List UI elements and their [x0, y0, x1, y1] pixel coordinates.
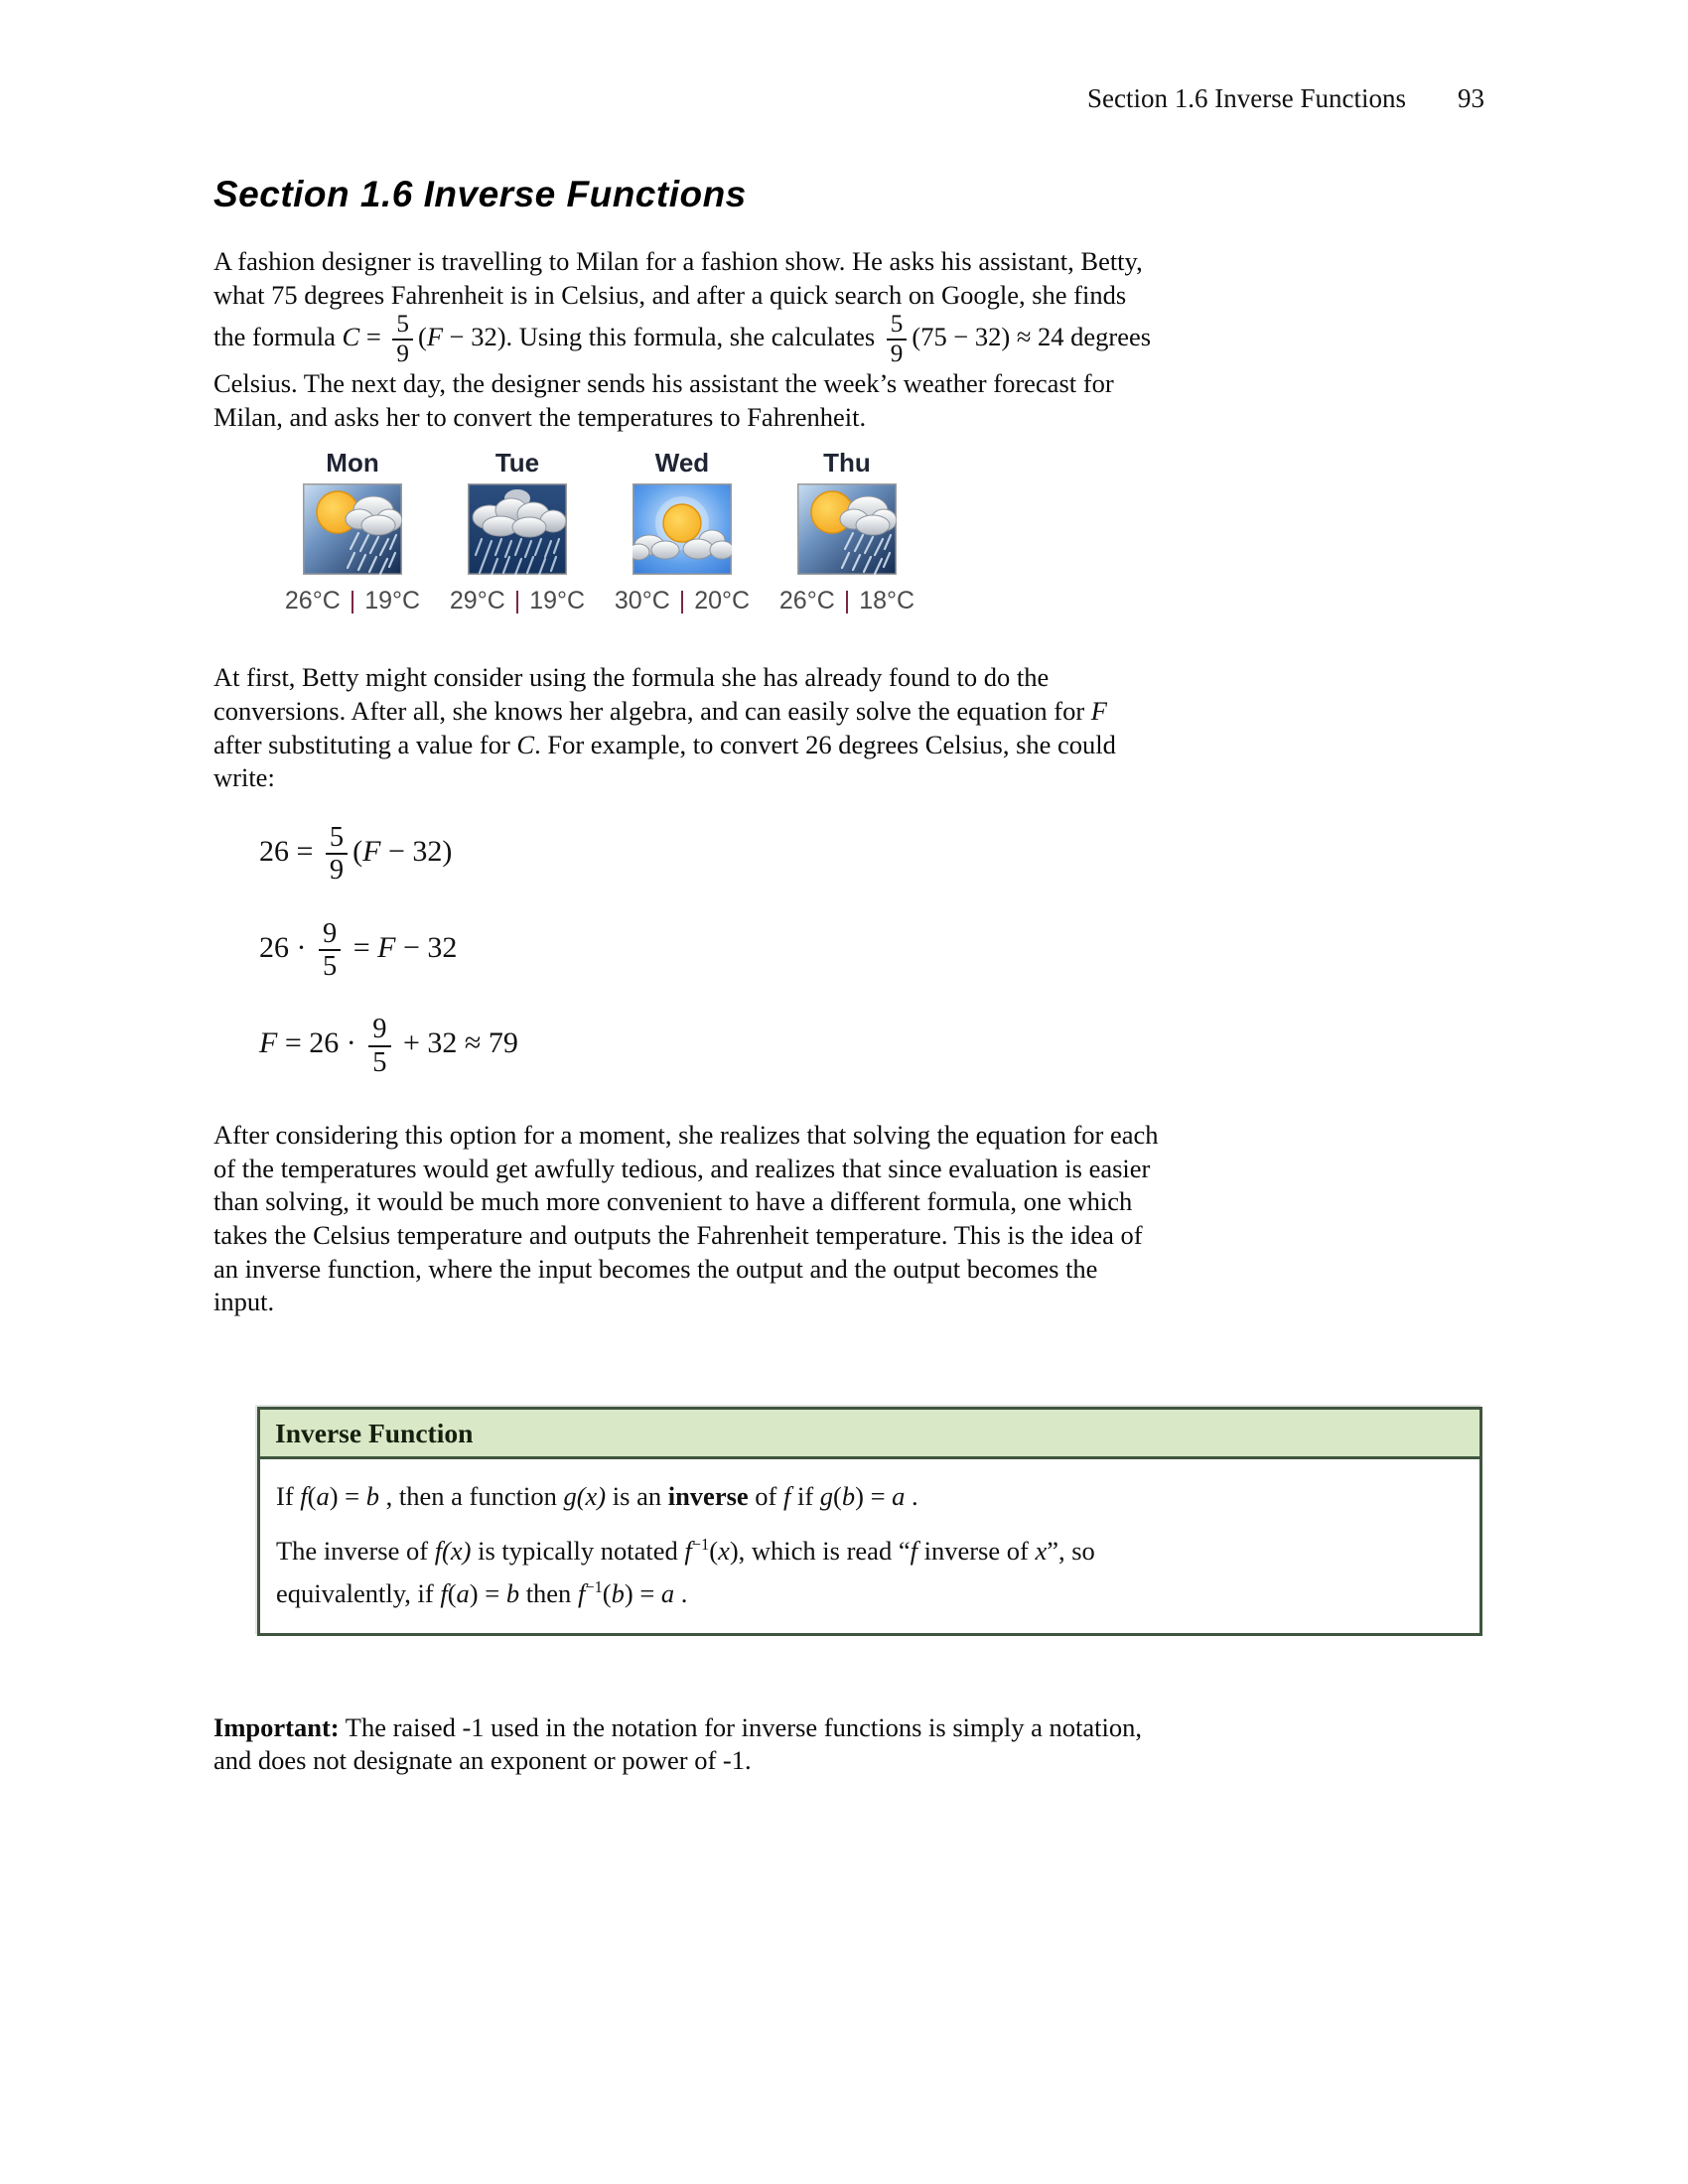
day-temperatures — [285, 587, 420, 615]
fraction: $\frac{9}{5}$ — [319, 919, 341, 982]
important-note: Important: The raised -1 used in the notation for inverse functions is simply a notation, and does not designate an exponent or power of -1. — [213, 1711, 1142, 1776]
fraction: $\frac{5}{9}$ — [326, 823, 348, 886]
section-title: Section 1.6 Inverse Functions — [213, 174, 747, 214]
fraction: $\frac{9}{5}$ — [368, 1015, 390, 1077]
consider-paragraph: At first, Betty might consider using the formula she has already found to do the conversions. After all, she knows her algebra, and can easily solve the equation for F after substituting a value for C. For example, to convert 26 degrees Celsius, she could write: — [213, 662, 1116, 793]
intro-paragraph: A fashion designer is travelling to Milan for a fashion show. He asks his assistant, Betty, what 75 degrees Fahrenheit is in Celsius, and after a quick search on Google, she finds the formula C = $\frac{5}{9}$ (F − 32). Using this formula, she calculates $\frac{5}{9}$ (75 − 32) ≈ 24 degrees Celsius. The next day, the designer sends his assistant the week’s weather forecast for Milan, and asks her to convert the temperatures to Fahrenheit. — [213, 246, 1152, 432]
high-temp: 26°C — [284, 587, 341, 615]
day-temperatures — [779, 587, 914, 615]
rain-clouds-icon — [468, 483, 567, 575]
fraction: $\frac{5}{9}$ — [887, 312, 908, 367]
temp-separator: | — [678, 587, 686, 615]
temp-separator: | — [843, 587, 851, 615]
day-label: Tue — [494, 448, 540, 478]
running-header — [213, 83, 1484, 114]
low-temp: 18°C — [859, 587, 915, 615]
definition-line-1: If f(a) = b , then a function g(x) is an inverse of f if g(b) = a . — [276, 1480, 918, 1511]
weather-day-thu — [772, 448, 922, 615]
high-temp: 26°C — [778, 587, 835, 615]
sun-behind-cloud-rain-icon — [303, 483, 402, 575]
weather-forecast — [277, 448, 1484, 615]
tedious-paragraph: After considering this option for a moment, she realizes that solving the equation for each of the temperatures would get awfully tedious, and realizes that since evaluation is easier than solving, it would be much more convenient to have a different formula, one which takes the Celsius temperature and outputs the Fahrenheit temperature. This is the idea of an inverse function, where the input becomes the output and the output becomes the input. — [213, 1120, 1159, 1317]
equation-3: F = 26 · $\frac{9}{5}$ + 32 ≈ 79 — [259, 1014, 518, 1078]
equation-1: 26 = $\frac{5}{9}$ (F − 32) — [259, 821, 453, 887]
temp-separator: | — [349, 587, 356, 615]
inverse-function-definition-box — [257, 1407, 1482, 1636]
page-number: 93 — [1458, 83, 1484, 113]
day-temperatures — [450, 587, 585, 615]
day-label: Thu — [823, 448, 871, 478]
temp-separator: | — [513, 587, 521, 615]
sun-behind-cloud-rain-icon — [797, 483, 897, 575]
day-label: Wed — [654, 448, 710, 478]
low-temp: 20°C — [694, 587, 751, 615]
equation-2: 26 · $\frac{9}{5}$ = F − 32 — [259, 917, 458, 982]
weather-day-mon — [277, 448, 428, 615]
running-header-title: Section 1.6 Inverse Functions — [1087, 83, 1406, 113]
day-label: Mon — [326, 448, 379, 478]
definition-line-2: The inverse of f(x) is typically notated $f^{-1}(x)$, which is read “f inverse of x”, so equivalently, if f(a) = b then $f^{-1}(b) = a$ . — [276, 1534, 1095, 1608]
fraction: $\frac{5}{9}$ — [392, 312, 413, 367]
definition-box-title: Inverse Function — [260, 1410, 1479, 1459]
sun-with-clouds-icon — [633, 483, 732, 575]
equation-block — [259, 823, 1484, 1077]
definition-box-body — [260, 1459, 1479, 1633]
weather-day-wed — [607, 448, 758, 615]
high-temp: 29°C — [449, 587, 505, 615]
low-temp: 19°C — [529, 587, 586, 615]
low-temp: 19°C — [364, 587, 421, 615]
day-temperatures — [615, 587, 750, 615]
high-temp: 30°C — [614, 587, 670, 615]
weather-day-tue — [442, 448, 593, 615]
